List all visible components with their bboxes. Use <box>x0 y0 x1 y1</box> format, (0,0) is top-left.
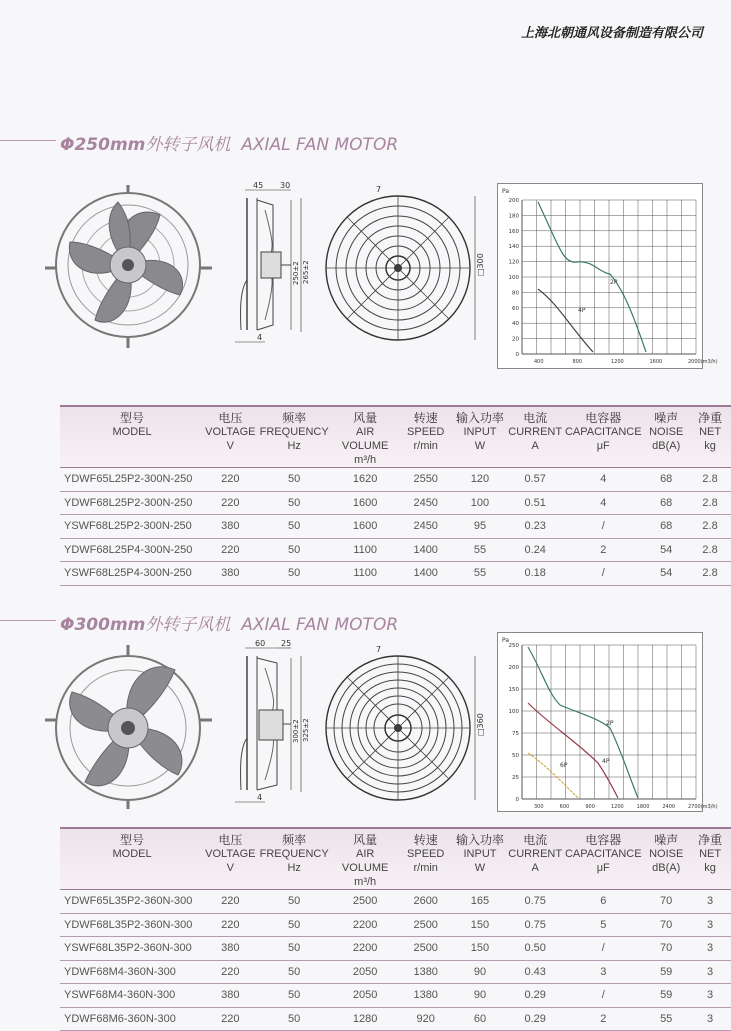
value-cell: 70 <box>643 937 689 961</box>
y-tick-label: 200 <box>508 665 519 671</box>
col-header-unit: dB(A) <box>652 440 681 452</box>
col-header-en: NET <box>699 848 722 860</box>
col-header-zh: 频率 <box>282 833 307 847</box>
col-header-zh: 风量 <box>353 411 378 425</box>
value-cell: 1400 <box>399 538 453 562</box>
model-cell: YDWF68L25P2-300N-250 <box>60 491 204 515</box>
x-tick-label: 1200 <box>611 359 624 365</box>
title-en: AXIAL FAN MOTOR <box>241 615 399 635</box>
col-header-en: NOISE <box>649 426 684 438</box>
value-cell: 150 <box>453 913 507 937</box>
model-cell: YDWF68M4-360N-300 <box>60 960 204 984</box>
curve-label-6p: 6P <box>560 762 568 769</box>
value-cell: 1380 <box>399 960 453 984</box>
col-header <box>257 828 332 890</box>
front-view-250 <box>318 180 490 352</box>
dim-3: 250±2 <box>292 261 300 285</box>
value-cell: 50 <box>257 491 332 515</box>
col-header-unit: Hz <box>287 440 301 452</box>
y-tick-label: 40 <box>512 321 519 328</box>
value-cell: 2050 <box>332 984 399 1008</box>
col-header <box>643 406 689 468</box>
col-header-en: SPEED <box>407 848 445 860</box>
value-cell: 3 <box>689 937 731 961</box>
y-tick-label: 80 <box>512 290 519 297</box>
x-tick-label: 400 <box>534 359 544 365</box>
col-header-en: AIR VOLUME <box>341 848 389 874</box>
value-cell: 0.51 <box>507 491 563 515</box>
y-tick-label: 60 <box>512 305 519 312</box>
table-row <box>60 913 731 937</box>
dim-5: 4 <box>257 793 263 802</box>
col-header-zh: 电流 <box>523 411 548 425</box>
value-cell: 2200 <box>332 913 399 937</box>
value-cell: 50 <box>257 960 332 984</box>
col-header <box>60 406 204 468</box>
col-header <box>204 406 257 468</box>
dim-1: 60 <box>255 639 266 648</box>
title-size: Φ250mm <box>60 135 146 155</box>
side-view-250 <box>225 180 310 352</box>
table-row <box>60 937 731 961</box>
col-header-en: VOLTAGE <box>205 426 256 438</box>
col-header-en: MODEL <box>112 848 152 860</box>
col-header-en: VOLTAGE <box>205 848 256 860</box>
col-header <box>643 828 689 890</box>
col-header-en: FREQUENCY <box>259 426 329 438</box>
value-cell: 1600 <box>332 491 399 515</box>
value-cell: 0.43 <box>507 960 563 984</box>
col-header-en: FREQUENCY <box>259 848 329 860</box>
col-header-unit: V <box>226 862 234 874</box>
section-title-300 <box>0 610 731 635</box>
value-cell: 1100 <box>332 562 399 586</box>
col-header-unit: W <box>474 862 486 874</box>
col-header-unit: m³/h <box>354 876 377 888</box>
col-header <box>453 828 507 890</box>
dim-1: 45 <box>253 181 264 190</box>
value-cell: 2.8 <box>689 515 731 539</box>
col-header-en: NOISE <box>649 848 684 860</box>
value-cell: 2600 <box>399 890 453 914</box>
value-cell: 59 <box>643 984 689 1008</box>
dim-3: 300±2 <box>292 719 300 743</box>
model-cell: YSWF68M4-360N-300 <box>60 984 204 1008</box>
title-size: Φ300mm <box>60 615 146 635</box>
value-cell: 2.8 <box>689 491 731 515</box>
col-header <box>399 828 453 890</box>
model-cell: YDWF65L25P2-300N-250 <box>60 468 204 492</box>
y-tick-label: 180 <box>508 213 519 220</box>
curve-label-4p: 4P <box>578 307 586 314</box>
value-cell: 95 <box>453 515 507 539</box>
value-cell: 50 <box>257 515 332 539</box>
dim-7: □300 <box>476 253 485 276</box>
x-tick-label: 1200 <box>611 804 624 810</box>
value-cell: 3 <box>689 890 731 914</box>
y-tick-label: 75 <box>512 731 519 737</box>
perf-chart-300 <box>497 632 718 812</box>
value-cell: 5 <box>563 913 643 937</box>
table-row <box>60 890 731 914</box>
dim-4: 325±2 <box>302 718 310 742</box>
chart-x-ticks <box>534 804 718 810</box>
value-cell: 50 <box>257 468 332 492</box>
value-cell: 55 <box>453 562 507 586</box>
col-header-unit: A <box>531 862 539 874</box>
table-row <box>60 538 731 562</box>
y-tick-label: 25 <box>512 775 519 781</box>
value-cell: 50 <box>257 937 332 961</box>
value-cell: 50 <box>257 1007 332 1031</box>
curve-label-2p: 2P <box>610 279 618 286</box>
x-tick-label: 2000(m3/h) <box>688 359 718 365</box>
value-cell: 380 <box>204 515 257 539</box>
value-cell: 220 <box>204 890 257 914</box>
curve-label-4p: 4P <box>602 758 610 765</box>
y-tick-label: 150 <box>508 687 519 693</box>
col-header <box>563 828 643 890</box>
value-cell: 3 <box>689 1007 731 1031</box>
col-header-zh: 输入功率 <box>455 411 504 425</box>
col-header-zh: 电压 <box>218 411 243 425</box>
col-header-zh: 型号 <box>120 411 145 425</box>
value-cell: 68 <box>643 468 689 492</box>
y-tick-label: 50 <box>512 753 519 759</box>
value-cell: 0.29 <box>507 984 563 1008</box>
front-view-300 <box>318 640 490 812</box>
table-row <box>60 562 731 586</box>
col-header-unit: Hz <box>287 862 301 874</box>
col-header-zh: 电容器 <box>585 833 622 847</box>
model-cell: YSWF68L25P4-300N-250 <box>60 562 204 586</box>
y-tick-label: 160 <box>508 228 519 235</box>
value-cell: 165 <box>453 890 507 914</box>
value-cell: / <box>563 937 643 961</box>
col-header-unit: μF <box>596 862 610 874</box>
value-cell: 220 <box>204 538 257 562</box>
y-tick-label: 100 <box>508 709 519 715</box>
col-header-zh: 净重 <box>698 411 723 425</box>
col-header-zh: 电流 <box>523 833 548 847</box>
col-header-unit: kg <box>704 862 716 874</box>
col-header-zh: 电容器 <box>585 411 622 425</box>
col-header <box>60 828 204 890</box>
col-header <box>689 828 731 890</box>
value-cell: / <box>563 515 643 539</box>
col-header-zh: 净重 <box>698 833 723 847</box>
x-tick-label: 1800 <box>636 804 650 810</box>
value-cell: 0.57 <box>507 468 563 492</box>
value-cell: 3 <box>689 984 731 1008</box>
dim-6: 7 <box>376 185 382 194</box>
side-view-300 <box>225 638 310 810</box>
title-zh: 外转子风机 <box>145 615 231 635</box>
value-cell: 2450 <box>399 515 453 539</box>
fan-photo-250 <box>40 180 215 350</box>
value-cell: 0.18 <box>507 562 563 586</box>
dim-2: 30 <box>280 181 291 190</box>
value-cell: 50 <box>257 538 332 562</box>
col-header-en: MODEL <box>112 426 152 438</box>
chart-y-unit: Pa <box>502 188 510 195</box>
value-cell: 1620 <box>332 468 399 492</box>
value-cell: 380 <box>204 562 257 586</box>
value-cell: 920 <box>399 1007 453 1031</box>
model-cell: YDWF68M6-360N-300 <box>60 1007 204 1031</box>
col-header-unit: A <box>531 440 539 452</box>
value-cell: 100 <box>453 491 507 515</box>
spec-table-250 <box>60 405 731 586</box>
table-row <box>60 960 731 984</box>
value-cell: 55 <box>643 1007 689 1031</box>
value-cell: 4 <box>563 491 643 515</box>
value-cell: 60 <box>453 1007 507 1031</box>
model-cell: YSWF68L35P2-360N-300 <box>60 937 204 961</box>
table-row <box>60 1007 731 1031</box>
dim-6: 7 <box>376 645 382 654</box>
col-header <box>332 828 399 890</box>
value-cell: 59 <box>643 960 689 984</box>
col-header-en: CAPACITANCE <box>564 848 642 860</box>
curve-6p <box>528 753 578 798</box>
x-tick-label: 2400 <box>662 804 676 810</box>
col-header <box>204 828 257 890</box>
value-cell: 2450 <box>399 491 453 515</box>
value-cell: 2.8 <box>689 538 731 562</box>
value-cell: 68 <box>643 491 689 515</box>
value-cell: 0.23 <box>507 515 563 539</box>
value-cell: 0.29 <box>507 1007 563 1031</box>
col-header-zh: 频率 <box>282 411 307 425</box>
table-header <box>60 828 731 890</box>
col-header-unit: μF <box>596 440 610 452</box>
model-cell: YSWF68L25P2-300N-250 <box>60 515 204 539</box>
col-header-unit: W <box>474 440 486 452</box>
col-header-zh: 风量 <box>353 833 378 847</box>
chart-y-ticks <box>509 198 520 358</box>
title-rule <box>0 620 56 621</box>
value-cell: 1400 <box>399 562 453 586</box>
col-header-en: CAPACITANCE <box>564 426 642 438</box>
curve-2p <box>528 647 638 798</box>
col-header-en: NET <box>699 426 722 438</box>
chart-x-ticks <box>534 359 718 365</box>
x-tick-label: 900 <box>585 804 595 810</box>
value-cell: 6 <box>563 890 643 914</box>
col-header-zh: 型号 <box>120 833 145 847</box>
col-header-zh: 转速 <box>413 833 438 847</box>
col-header <box>689 406 731 468</box>
value-cell: 2500 <box>399 913 453 937</box>
value-cell: 2550 <box>399 468 453 492</box>
value-cell: / <box>563 984 643 1008</box>
value-cell: 220 <box>204 913 257 937</box>
col-header-en: CURRENT <box>508 426 563 438</box>
fan-photo-300 <box>40 640 215 810</box>
value-cell: 2050 <box>332 960 399 984</box>
y-tick-label: 0 <box>515 797 519 803</box>
col-header-en: SPEED <box>407 426 445 438</box>
spec-table-300 <box>60 827 731 1031</box>
table-row <box>60 984 731 1008</box>
y-tick-label: 20 <box>512 336 519 343</box>
col-header-unit: r/min <box>413 862 438 874</box>
value-cell: 90 <box>453 960 507 984</box>
col-header-zh: 噪声 <box>654 833 679 847</box>
dim-4: 265±2 <box>302 260 310 284</box>
title-rule <box>0 140 56 141</box>
chart-y-ticks <box>509 643 520 803</box>
value-cell: 220 <box>204 491 257 515</box>
y-tick-label: 0 <box>515 352 519 358</box>
model-cell: YDWF65L35P2-360N-300 <box>60 890 204 914</box>
value-cell: 120 <box>453 468 507 492</box>
col-header-zh: 输入功率 <box>455 833 504 847</box>
value-cell: 380 <box>204 984 257 1008</box>
x-tick-label: 800 <box>572 359 583 365</box>
value-cell: 220 <box>204 960 257 984</box>
value-cell: 70 <box>643 890 689 914</box>
table-row <box>60 515 731 539</box>
col-header <box>399 406 453 468</box>
col-header <box>257 406 332 468</box>
value-cell: 50 <box>257 890 332 914</box>
col-header-unit: m³/h <box>354 454 377 466</box>
value-cell: 54 <box>643 562 689 586</box>
value-cell: 68 <box>643 515 689 539</box>
value-cell: 2.8 <box>689 468 731 492</box>
col-header-en: CURRENT <box>508 848 563 860</box>
value-cell: 150 <box>453 937 507 961</box>
company-name: 上海北朝通风设备制造有限公司 <box>520 26 703 41</box>
dim-2: 25 <box>281 639 292 648</box>
y-tick-label: 200 <box>508 198 519 204</box>
col-header-zh: 噪声 <box>654 411 679 425</box>
title-en: AXIAL FAN MOTOR <box>241 135 399 155</box>
value-cell: 1280 <box>332 1007 399 1031</box>
table-header <box>60 406 731 468</box>
value-cell: 3 <box>689 960 731 984</box>
col-header-zh: 电压 <box>218 833 243 847</box>
x-tick-label: 1600 <box>649 359 663 365</box>
value-cell: 220 <box>204 1007 257 1031</box>
value-cell: 0.24 <box>507 538 563 562</box>
chart-y-unit: Pa <box>502 637 510 644</box>
value-cell: 55 <box>453 538 507 562</box>
value-cell: 220 <box>204 468 257 492</box>
value-cell: 50 <box>257 984 332 1008</box>
col-header-unit: r/min <box>413 440 438 452</box>
curve-4p <box>528 703 618 798</box>
value-cell: 50 <box>257 913 332 937</box>
perf-chart-250 <box>497 183 718 369</box>
value-cell: 0.75 <box>507 913 563 937</box>
x-tick-label: 600 <box>559 804 570 810</box>
y-tick-label: 250 <box>508 643 519 649</box>
value-cell: 0.75 <box>507 890 563 914</box>
col-header-en: INPUT <box>463 426 497 438</box>
col-header <box>563 406 643 468</box>
dim-5: 4 <box>257 333 263 342</box>
table-row <box>60 468 731 492</box>
value-cell: 1100 <box>332 538 399 562</box>
y-tick-label: 140 <box>508 244 519 251</box>
value-cell: 1600 <box>332 515 399 539</box>
y-tick-label: 120 <box>508 259 519 266</box>
col-header <box>332 406 399 468</box>
value-cell: 2200 <box>332 937 399 961</box>
col-header <box>507 828 563 890</box>
col-header <box>453 406 507 468</box>
curve-label-2p: 2P <box>606 720 614 727</box>
value-cell: 3 <box>563 960 643 984</box>
col-header-unit: V <box>226 440 234 452</box>
value-cell: 2500 <box>399 937 453 961</box>
model-cell: YDWF68L35P2-360N-300 <box>60 913 204 937</box>
value-cell: 50 <box>257 562 332 586</box>
col-header-en: INPUT <box>463 848 497 860</box>
value-cell: 70 <box>643 913 689 937</box>
col-header-unit: dB(A) <box>652 862 681 874</box>
value-cell: 380 <box>204 937 257 961</box>
value-cell: 54 <box>643 538 689 562</box>
y-tick-label: 100 <box>508 275 519 281</box>
value-cell: / <box>563 562 643 586</box>
value-cell: 1380 <box>399 984 453 1008</box>
x-tick-label: 2700(m3/h) <box>688 804 718 810</box>
col-header-en: AIR VOLUME <box>341 426 389 452</box>
value-cell: 2 <box>563 1007 643 1031</box>
x-tick-label: 300 <box>534 804 544 810</box>
value-cell: 2.8 <box>689 562 731 586</box>
value-cell: 2500 <box>332 890 399 914</box>
value-cell: 2 <box>563 538 643 562</box>
model-cell: YDWF68L25P4-300N-250 <box>60 538 204 562</box>
col-header-unit: kg <box>704 440 716 452</box>
section-title-250 <box>0 130 731 155</box>
table-row <box>60 491 731 515</box>
value-cell: 3 <box>689 913 731 937</box>
value-cell: 4 <box>563 468 643 492</box>
value-cell: 90 <box>453 984 507 1008</box>
dim-7: □360 <box>476 713 485 736</box>
col-header <box>507 406 563 468</box>
value-cell: 0.50 <box>507 937 563 961</box>
title-zh: 外转子风机 <box>145 135 231 155</box>
col-header-zh: 转速 <box>413 411 438 425</box>
